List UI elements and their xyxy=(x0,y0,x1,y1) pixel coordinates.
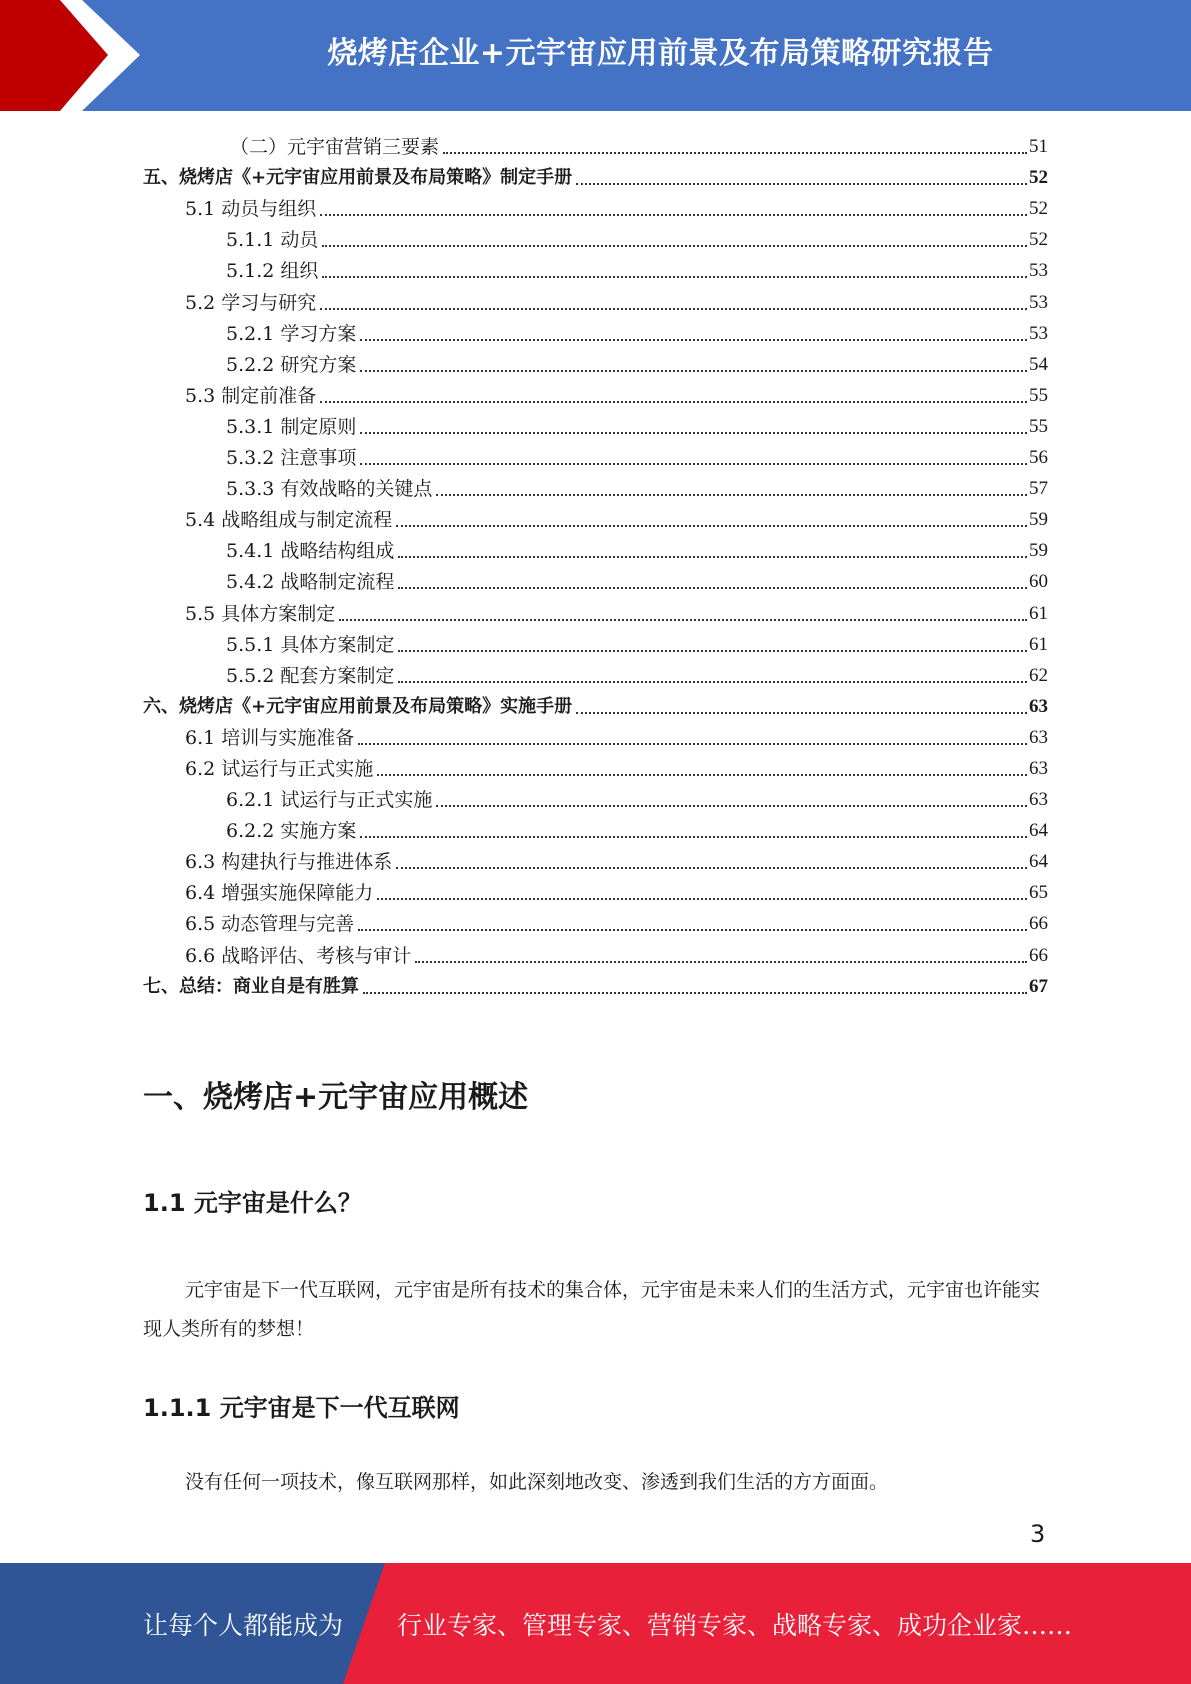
toc-entry-page: 59 xyxy=(1029,540,1048,562)
toc-entry-label: 5.5.2 配套方案制定 xyxy=(226,664,395,687)
toc-entry-page: 66 xyxy=(1029,944,1048,966)
toc-entry-label: 5.3.3 有效战略的关键点 xyxy=(226,478,433,501)
toc-entry[interactable] xyxy=(143,470,1048,501)
footer-banner xyxy=(0,1563,1191,1684)
toc-entry[interactable] xyxy=(143,408,1048,439)
toc-dot-leader xyxy=(322,276,1027,278)
toc-entry-page: 63 xyxy=(1029,757,1048,779)
report-title: 烧烤店企业+元宇宙应用前景及布局策略研究报告 xyxy=(327,36,994,71)
toc-entry-page: 52 xyxy=(1029,167,1048,189)
toc-entry-label: 6.4 增强实施保障能力 xyxy=(185,882,374,905)
toc-dot-leader xyxy=(436,494,1027,496)
toc-entry-page: 55 xyxy=(1029,384,1048,406)
toc-entry-label: 5.3.2 注意事项 xyxy=(226,447,357,470)
subsection-heading: 1.1.1 元宇宙是下一代互联网 xyxy=(143,1394,460,1422)
toc-entry-page: 63 xyxy=(1029,726,1048,748)
toc-entry-page: 60 xyxy=(1029,571,1048,593)
toc-dot-leader xyxy=(398,556,1027,558)
toc-entry-page: 64 xyxy=(1029,851,1048,873)
toc-entry[interactable] xyxy=(143,750,1048,781)
toc-entry-page: 62 xyxy=(1029,664,1048,686)
toc-entry-page: 66 xyxy=(1029,913,1048,935)
header-banner xyxy=(0,0,1191,111)
toc-dot-leader xyxy=(358,743,1027,745)
footer-slogan-right: 行业专家、管理专家、营销专家、战略专家、成功企业家…… xyxy=(397,1610,1073,1640)
toc-entry-page: 53 xyxy=(1029,260,1048,282)
toc-dot-leader xyxy=(322,245,1027,247)
body-paragraph: 没有任何一项技术，像互联网那样，如此深刻地改变、渗透到我们生活的方方面面。 xyxy=(185,1471,889,1493)
chapter-heading: 一、烧烤店+元宇宙应用概述 xyxy=(143,1080,529,1115)
toc-entry-page: 63 xyxy=(1029,695,1048,717)
toc-entry-page: 63 xyxy=(1029,789,1048,811)
toc-entry-label: 5.5.1 具体方案制定 xyxy=(226,633,395,656)
toc-dot-leader xyxy=(377,774,1027,776)
toc-entry-label: 5.1.1 动员 xyxy=(226,229,319,252)
toc-entry[interactable] xyxy=(143,781,1048,812)
toc-entry-label: （二）元宇宙营销三要素 xyxy=(230,136,440,159)
toc-entry[interactable] xyxy=(143,719,1048,750)
toc-entry-page: 59 xyxy=(1029,509,1048,531)
toc-dot-leader xyxy=(398,650,1027,652)
toc-dot-leader xyxy=(360,339,1027,341)
toc-entry[interactable] xyxy=(143,874,1048,905)
toc-entry[interactable] xyxy=(143,283,1048,314)
toc-entry-page: 52 xyxy=(1029,198,1048,220)
toc-entry[interactable] xyxy=(143,346,1048,377)
toc-entry-page: 52 xyxy=(1029,229,1048,251)
footer-slogan-left: 让每个人都能成为 xyxy=(143,1610,344,1640)
toc-dot-leader xyxy=(360,432,1027,434)
toc-dot-leader xyxy=(363,992,1027,994)
toc-dot-leader xyxy=(320,214,1027,216)
toc-entry-page: 56 xyxy=(1029,447,1048,469)
toc-dot-leader xyxy=(576,712,1027,714)
toc-entry[interactable] xyxy=(143,501,1048,532)
toc-dot-leader xyxy=(398,681,1027,683)
toc-dot-leader xyxy=(360,836,1027,838)
toc-dot-leader xyxy=(398,587,1027,589)
toc-entry[interactable] xyxy=(143,812,1048,843)
toc-entry-label: 5.1.2 组织 xyxy=(226,260,319,283)
toc-entry-page: 57 xyxy=(1029,478,1048,500)
body-paragraph: 元宇宙是下一代互联网，元宇宙是所有技术的集合体，元宇宙是未来人们的生活方式，元宇宙也许能实现人类所有的梦想！ xyxy=(143,1279,1041,1340)
toc-entry-page: 61 xyxy=(1029,602,1048,624)
toc-dot-leader xyxy=(436,805,1027,807)
toc-entry[interactable] xyxy=(143,252,1048,283)
toc-entry[interactable] xyxy=(143,377,1048,408)
toc-entry-page: 53 xyxy=(1029,322,1048,344)
toc-entry-label: 5.2 学习与研究 xyxy=(185,291,317,314)
toc-entry-label: 5.2.2 研究方案 xyxy=(226,353,357,376)
header-arrow-decoration xyxy=(0,0,160,111)
toc-entry-label: 6.2 试运行与正式实施 xyxy=(185,757,374,780)
toc-entry[interactable] xyxy=(143,439,1048,470)
toc-entry-label: 5.2.1 学习方案 xyxy=(226,322,357,345)
toc-entry-label: 6.3 构建执行与推进体系 xyxy=(185,851,393,874)
toc-entry-label: 六、烧烤店《+元宇宙应用前景及布局策略》实施手册 xyxy=(143,695,573,717)
toc-entry-label: 五、烧烤店《+元宇宙应用前景及布局策略》制定手册 xyxy=(143,167,573,189)
toc-entry-page: 54 xyxy=(1029,353,1048,375)
toc-dot-leader xyxy=(396,525,1027,527)
table-of-contents xyxy=(143,128,1048,999)
toc-dot-leader xyxy=(396,867,1027,869)
toc-entry-page: 67 xyxy=(1029,975,1048,997)
toc-entry-label: 5.4.1 战略结构组成 xyxy=(226,540,395,563)
toc-dot-leader xyxy=(377,898,1027,900)
toc-entry-label: 6.2.1 试运行与正式实施 xyxy=(226,789,433,812)
toc-entry-label: 5.4.2 战略制定流程 xyxy=(226,571,395,594)
toc-entry-label: 6.2.2 实施方案 xyxy=(226,820,357,843)
toc-dot-leader xyxy=(576,183,1027,185)
toc-entry-label: 6.5 动态管理与完善 xyxy=(185,913,355,936)
section-heading: 1.1 元宇宙是什么？ xyxy=(143,1189,362,1217)
toc-entry-label: 5.3 制定前准备 xyxy=(185,384,317,407)
toc-entry[interactable] xyxy=(143,626,1048,657)
toc-entry[interactable] xyxy=(143,594,1048,625)
toc-entry[interactable] xyxy=(143,221,1048,252)
toc-entry-label: 5.4 战略组成与制定流程 xyxy=(185,509,393,532)
toc-entry-page: 64 xyxy=(1029,820,1048,842)
toc-entry-page: 65 xyxy=(1029,882,1048,904)
toc-dot-leader xyxy=(339,619,1027,621)
toc-dot-leader xyxy=(443,152,1027,154)
toc-entry-page: 53 xyxy=(1029,291,1048,313)
page-number: 3 xyxy=(1030,1520,1046,1548)
toc-entry[interactable] xyxy=(143,657,1048,688)
toc-entry-page: 61 xyxy=(1029,633,1048,655)
toc-entry[interactable] xyxy=(143,563,1048,594)
toc-dot-leader xyxy=(320,401,1027,403)
toc-entry-label: 七、总结：商业自是有胜算 xyxy=(143,975,359,997)
toc-dot-leader xyxy=(320,308,1027,310)
toc-entry-page: 55 xyxy=(1029,415,1048,437)
toc-entry[interactable] xyxy=(143,315,1048,346)
toc-entry-label: 5.1 动员与组织 xyxy=(185,198,317,221)
toc-entry-label: 6.6 战略评估、考核与审计 xyxy=(185,944,412,967)
toc-dot-leader xyxy=(360,370,1027,372)
toc-entry[interactable] xyxy=(143,905,1048,936)
toc-entry[interactable] xyxy=(143,532,1048,563)
toc-entry-page: 51 xyxy=(1029,136,1048,158)
toc-entry[interactable] xyxy=(143,688,1048,719)
toc-entry-label: 5.3.1 制定原则 xyxy=(226,415,357,438)
toc-entry-label: 5.5 具体方案制定 xyxy=(185,602,336,625)
toc-entry[interactable] xyxy=(143,843,1048,874)
toc-dot-leader xyxy=(360,463,1027,465)
toc-dot-leader xyxy=(358,929,1027,931)
toc-entry[interactable] xyxy=(143,936,1048,967)
toc-dot-leader xyxy=(415,961,1027,963)
toc-entry-label: 6.1 培训与实施准备 xyxy=(185,726,355,749)
toc-entry[interactable] xyxy=(143,968,1048,999)
toc-entry[interactable] xyxy=(143,190,1048,221)
toc-entry[interactable] xyxy=(143,128,1048,159)
toc-entry[interactable] xyxy=(143,159,1048,190)
